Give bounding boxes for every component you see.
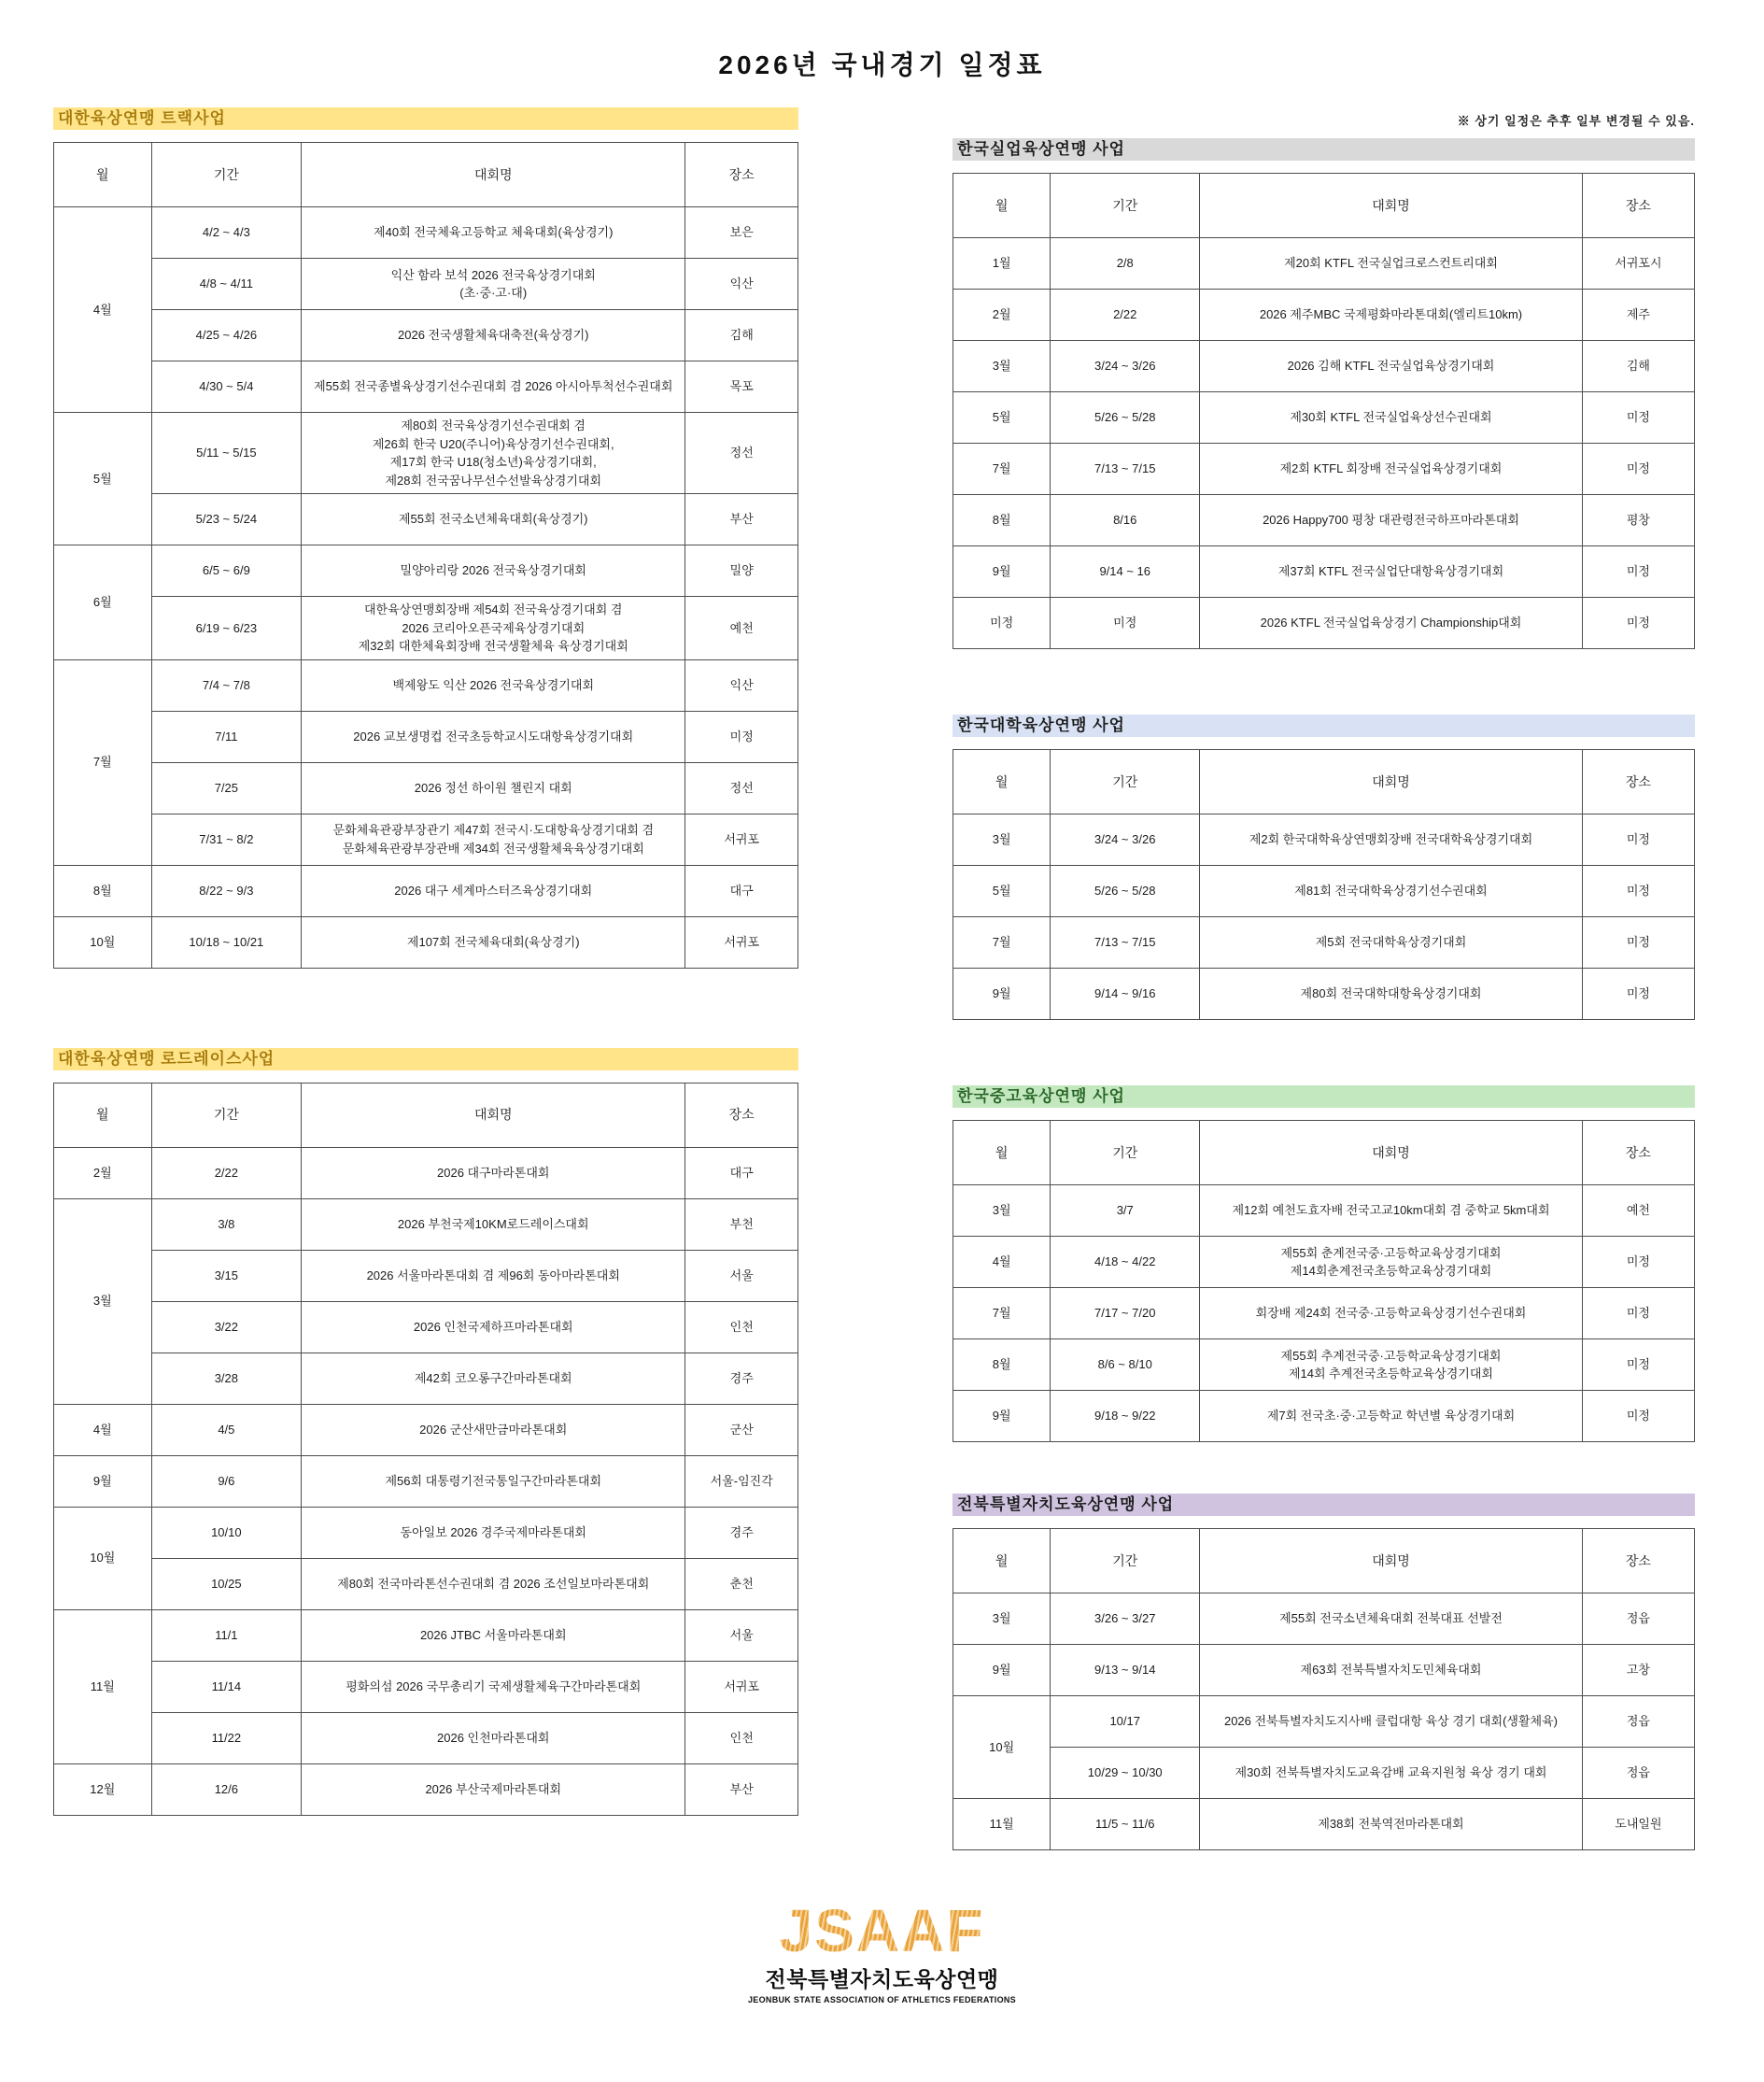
month-cell: 미정 (953, 598, 1051, 649)
event-row (953, 238, 1695, 290)
event-name-cell: 제30회 KTFL 전국실업육상선수권대회 (1200, 392, 1583, 444)
jsaaf-logo (724, 1897, 1041, 2004)
month-cell: 9월 (953, 1391, 1051, 1442)
column-header-venue: 장소 (685, 1083, 798, 1147)
month-cell: 3월 (953, 1593, 1051, 1645)
event-name-cell: 2026 대구 세계마스터즈육상경기대회 (302, 865, 685, 916)
month-cell: 9월 (953, 969, 1051, 1020)
month-cell: 1월 (953, 238, 1051, 290)
section-title-kaaf-road: 대한육상연맹 로드레이스사업 (53, 1048, 798, 1070)
event-name-cell: 제2회 KTFL 회장배 전국실업육상경기대회 (1200, 444, 1583, 495)
event-row (953, 1696, 1695, 1748)
period-cell: 3/22 (151, 1301, 301, 1353)
event-row (953, 444, 1695, 495)
venue-cell: 정읍 (1582, 1593, 1694, 1645)
event-name-cell: 제5회 전국대학육상경기대회 (1200, 917, 1583, 969)
venue-cell: 미정 (1582, 1391, 1694, 1442)
period-cell: 3/26 ~ 3/27 (1051, 1593, 1200, 1645)
event-row (54, 207, 798, 259)
event-name-cell: 2026 전북특별자치도지사배 클럽대항 육상 경기 대회(생활체육) (1200, 1696, 1583, 1748)
month-cell: 9월 (953, 546, 1051, 598)
column-header-month: 월 (953, 750, 1051, 814)
event-name-cell: 제56회 대통령기전국통일구간마라톤대회 (302, 1455, 685, 1507)
period-cell: 4/2 ~ 4/3 (151, 207, 301, 259)
event-row (54, 259, 798, 310)
period-cell: 11/22 (151, 1712, 301, 1763)
right-column (953, 138, 1695, 1850)
venue-cell: 미정 (1582, 1288, 1694, 1339)
event-row (953, 1799, 1695, 1850)
period-cell: 7/13 ~ 7/15 (1051, 917, 1200, 969)
period-cell: 7/17 ~ 7/20 (1051, 1288, 1200, 1339)
event-name-cell: 제37회 KTFL 전국실업단대항육상경기대회 (1200, 546, 1583, 598)
event-row (54, 1558, 798, 1609)
column-header-venue: 장소 (1582, 1121, 1694, 1185)
schedule-table-kosaa (953, 1120, 1695, 1442)
period-cell: 10/17 (1051, 1696, 1200, 1748)
month-cell: 11월 (953, 1799, 1051, 1850)
event-row (953, 1339, 1695, 1391)
month-cell: 4월 (953, 1237, 1051, 1288)
venue-cell: 부산 (685, 1763, 798, 1815)
venue-cell: 김해 (685, 310, 798, 361)
event-name-cell: 제7회 전국초·중·고등학교 학년별 육상경기대회 (1200, 1391, 1583, 1442)
period-cell: 4/18 ~ 4/22 (1051, 1237, 1200, 1288)
period-cell: 3/8 (151, 1198, 301, 1250)
event-row (54, 1147, 798, 1198)
venue-cell: 경주 (685, 1507, 798, 1558)
period-cell: 3/7 (1051, 1185, 1200, 1237)
period-cell: 9/6 (151, 1455, 301, 1507)
column-header-venue: 장소 (685, 143, 798, 207)
event-name-cell: 2026 Happy700 평창 대관령전국하프마라톤대회 (1200, 495, 1583, 546)
event-row (54, 865, 798, 916)
month-cell: 3월 (953, 341, 1051, 392)
event-name-cell: 2026 KTFL 전국실업육상경기 Championship대회 (1200, 598, 1583, 649)
period-cell: 11/14 (151, 1661, 301, 1712)
period-cell: 10/10 (151, 1507, 301, 1558)
venue-cell: 경주 (685, 1353, 798, 1404)
venue-cell: 보은 (685, 207, 798, 259)
period-cell: 5/26 ~ 5/28 (1051, 866, 1200, 917)
period-cell: 7/11 (151, 711, 301, 762)
event-name-cell: 2026 인천국제하프마라톤대회 (302, 1301, 685, 1353)
event-row (54, 1455, 798, 1507)
venue-cell: 춘천 (685, 1558, 798, 1609)
month-cell: 9월 (54, 1455, 152, 1507)
period-cell: 7/31 ~ 8/2 (151, 814, 301, 865)
event-name-cell: 2026 정선 하이원 챌린지 대회 (302, 762, 685, 814)
column-header-name: 대회명 (1200, 174, 1583, 238)
venue-cell: 예천 (685, 597, 798, 660)
month-cell: 8월 (953, 495, 1051, 546)
period-cell: 미정 (1051, 598, 1200, 649)
column-header-name: 대회명 (1200, 1529, 1583, 1593)
event-row (54, 361, 798, 413)
column-header-name: 대회명 (302, 143, 685, 207)
event-row (54, 916, 798, 968)
month-cell: 11월 (54, 1609, 152, 1763)
venue-cell: 익산 (685, 659, 798, 711)
event-row (953, 598, 1695, 649)
month-cell: 12월 (54, 1763, 152, 1815)
venue-cell: 미정 (1582, 392, 1694, 444)
left-column (53, 107, 798, 1816)
event-row (953, 1645, 1695, 1696)
period-cell: 4/8 ~ 4/11 (151, 259, 301, 310)
period-cell: 6/5 ~ 6/9 (151, 545, 301, 597)
month-cell: 5월 (953, 392, 1051, 444)
event-row (953, 1748, 1695, 1799)
header-row (953, 1529, 1695, 1593)
period-cell: 9/14 ~ 9/16 (1051, 969, 1200, 1020)
venue-cell: 미정 (1582, 1339, 1694, 1391)
venue-cell: 익산 (685, 259, 798, 310)
event-row (54, 1198, 798, 1250)
section-title-kusf: 한국대학육상연맹 사업 (953, 715, 1695, 737)
column-header-period: 기간 (1051, 1529, 1200, 1593)
event-name-cell: 2026 대구마라톤대회 (302, 1147, 685, 1198)
venue-cell: 미정 (1582, 814, 1694, 866)
event-name-cell: 2026 JTBC 서울마라톤대회 (302, 1609, 685, 1661)
venue-cell: 도내일원 (1582, 1799, 1694, 1850)
period-cell: 4/5 (151, 1404, 301, 1455)
event-row (54, 1763, 798, 1815)
venue-cell: 제주 (1582, 290, 1694, 341)
venue-cell: 미정 (1582, 866, 1694, 917)
column-header-venue: 장소 (1582, 750, 1694, 814)
event-row (953, 1288, 1695, 1339)
column-header-month: 월 (953, 1529, 1051, 1593)
month-cell: 7월 (953, 444, 1051, 495)
month-cell: 2월 (54, 1147, 152, 1198)
section-title-ktfl: 한국실업육상연맹 사업 (953, 138, 1695, 161)
period-cell: 10/18 ~ 10/21 (151, 916, 301, 968)
jsaaf-logo-acronym: JSAAF (724, 1901, 1041, 1961)
section-kusf (953, 715, 1695, 1020)
period-cell: 11/1 (151, 1609, 301, 1661)
schedule-table-ktfl (953, 173, 1695, 649)
venue-cell: 인천 (685, 1301, 798, 1353)
month-cell: 10월 (953, 1696, 1051, 1799)
section-jsaaf (953, 1494, 1695, 1850)
event-row (54, 814, 798, 865)
venue-cell: 서귀포시 (1582, 238, 1694, 290)
event-name-cell: 제40회 전국체육고등학교 체육대회(육상경기) (302, 207, 685, 259)
event-name-cell: 제55회 전국소년체육대회 전북대표 선발전 (1200, 1593, 1583, 1645)
month-cell: 3월 (953, 1185, 1051, 1237)
venue-cell: 정선 (685, 413, 798, 494)
event-row (54, 310, 798, 361)
column-header-period: 기간 (151, 1083, 301, 1147)
venue-cell: 김해 (1582, 341, 1694, 392)
period-cell: 11/5 ~ 11/6 (1051, 1799, 1200, 1850)
period-cell: 2/22 (1051, 290, 1200, 341)
header-row (953, 750, 1695, 814)
event-name-cell: 제42회 코오롱구간마라톤대회 (302, 1353, 685, 1404)
event-row (953, 546, 1695, 598)
month-cell: 7월 (953, 917, 1051, 969)
event-name-cell: 2026 인천마라톤대회 (302, 1712, 685, 1763)
venue-cell: 서울 (685, 1609, 798, 1661)
event-name-cell: 2026 전국생활체육대축전(육상경기) (302, 310, 685, 361)
event-name-cell: 제55회 전국종별육상경기선수권대회 겸 2026 아시아투척선수권대회 (302, 361, 685, 413)
schedule-table-kusf (953, 749, 1695, 1020)
event-name-cell: 2026 서울마라톤대회 겸 제96회 동아마라톤대회 (302, 1250, 685, 1301)
month-cell: 3월 (54, 1198, 152, 1404)
column-header-name: 대회명 (1200, 750, 1583, 814)
event-name-cell: 문화체육관광부장관기 제47회 전국시·도대항육상경기대회 겸 문화체육관광부장관배 제34회 전국생활체육육상경기대회 (302, 814, 685, 865)
event-row (953, 1391, 1695, 1442)
venue-cell: 서귀포 (685, 814, 798, 865)
venue-cell: 목포 (685, 361, 798, 413)
period-cell: 9/13 ~ 9/14 (1051, 1645, 1200, 1696)
event-row (54, 597, 798, 660)
event-name-cell: 2026 군산새만금마라톤대회 (302, 1404, 685, 1455)
header-row (54, 143, 798, 207)
event-name-cell: 제12회 예천도효자배 전국고교10km대회 겸 중학교 5km대회 (1200, 1185, 1583, 1237)
section-title-kaaf-track: 대한육상연맹 트랙사업 (53, 107, 798, 130)
period-cell: 9/18 ~ 9/22 (1051, 1391, 1200, 1442)
month-cell: 6월 (54, 545, 152, 660)
month-cell: 4월 (54, 1404, 152, 1455)
month-cell: 7월 (953, 1288, 1051, 1339)
event-row (54, 1301, 798, 1353)
venue-cell: 고창 (1582, 1645, 1694, 1696)
column-header-period: 기간 (1051, 750, 1200, 814)
venue-cell: 미정 (1582, 546, 1694, 598)
section-kaaf-track (53, 107, 798, 969)
event-name-cell: 제107회 전국체육대회(육상경기) (302, 916, 685, 968)
period-cell: 5/11 ~ 5/15 (151, 413, 301, 494)
period-cell: 5/23 ~ 5/24 (151, 494, 301, 545)
venue-cell: 미정 (1582, 1237, 1694, 1288)
event-row (54, 1712, 798, 1763)
venue-cell: 미정 (685, 711, 798, 762)
period-cell: 9/14 ~ 16 (1051, 546, 1200, 598)
period-cell: 4/30 ~ 5/4 (151, 361, 301, 413)
period-cell: 3/24 ~ 3/26 (1051, 341, 1200, 392)
column-header-month: 월 (54, 143, 152, 207)
event-name-cell: 제20회 KTFL 전국실업크로스컨트리대회 (1200, 238, 1583, 290)
venue-cell: 미정 (1582, 917, 1694, 969)
venue-cell: 서귀포 (685, 916, 798, 968)
event-name-cell: 제80회 전국대학대항육상경기대회 (1200, 969, 1583, 1020)
event-row (953, 495, 1695, 546)
period-cell: 3/24 ~ 3/26 (1051, 814, 1200, 866)
venue-cell: 서울-임진각 (685, 1455, 798, 1507)
column-header-period: 기간 (1051, 174, 1200, 238)
period-cell: 7/4 ~ 7/8 (151, 659, 301, 711)
venue-cell: 평창 (1582, 495, 1694, 546)
event-name-cell: 2026 부산국제마라톤대회 (302, 1763, 685, 1815)
period-cell: 2/22 (151, 1147, 301, 1198)
event-name-cell: 동아일보 2026 경주국제마라톤대회 (302, 1507, 685, 1558)
schedule-table-kaaf-road (53, 1083, 798, 1816)
event-name-cell: 백제왕도 익산 2026 전국육상경기대회 (302, 659, 685, 711)
section-title-jsaaf: 전북특별자치도육상연맹 사업 (953, 1494, 1695, 1516)
event-row (953, 1237, 1695, 1288)
period-cell: 2/8 (1051, 238, 1200, 290)
period-cell: 3/15 (151, 1250, 301, 1301)
event-row (54, 711, 798, 762)
event-row (54, 1353, 798, 1404)
month-cell: 9월 (953, 1645, 1051, 1696)
column-header-month: 월 (54, 1083, 152, 1147)
event-name-cell: 제80회 전국마라톤선수권대회 겸 2026 조선일보마라톤대회 (302, 1558, 685, 1609)
period-cell: 5/26 ~ 5/28 (1051, 392, 1200, 444)
jsaaf-logo-korean-name: 전북특별자치도육상연맹 (765, 1967, 999, 1991)
venue-cell: 정선 (685, 762, 798, 814)
event-row (54, 762, 798, 814)
jsaaf-logo-english-name: JEONBUK STATE ASSOCIATION OF ATHLETICS FEDERATIONS (747, 1995, 1016, 2004)
event-row (54, 1661, 798, 1712)
venue-cell: 정읍 (1582, 1696, 1694, 1748)
column-header-name: 대회명 (302, 1083, 685, 1147)
month-cell: 10월 (54, 916, 152, 968)
venue-cell: 미정 (1582, 598, 1694, 649)
event-name-cell: 제38회 전북역전마라톤대회 (1200, 1799, 1583, 1850)
column-header-month: 월 (953, 1121, 1051, 1185)
event-row (54, 1250, 798, 1301)
venue-cell: 군산 (685, 1404, 798, 1455)
period-cell: 10/25 (151, 1558, 301, 1609)
event-row (54, 1609, 798, 1661)
period-cell: 7/25 (151, 762, 301, 814)
period-cell: 7/13 ~ 7/15 (1051, 444, 1200, 495)
header-row (953, 1121, 1695, 1185)
venue-cell: 미정 (1582, 444, 1694, 495)
event-name-cell: 회장배 제24회 전국중·고등학교육상경기선수권대회 (1200, 1288, 1583, 1339)
period-cell: 3/28 (151, 1353, 301, 1404)
event-row (953, 392, 1695, 444)
event-name-cell: 2026 제주MBC 국제평화마라톤대회(엘리트10km) (1200, 290, 1583, 341)
header-row (54, 1083, 798, 1147)
venue-cell: 대구 (685, 865, 798, 916)
event-name-cell: 2026 교보생명컵 전국초등학교시도대항육상경기대회 (302, 711, 685, 762)
section-ktfl (953, 138, 1695, 649)
event-row (54, 1404, 798, 1455)
event-row (953, 814, 1695, 866)
venue-cell: 서울 (685, 1250, 798, 1301)
schedule-change-note: ※ 상기 일정은 추후 일부 변경될 수 있음. (1457, 114, 1695, 128)
event-name-cell: 제63회 전북특별자치도민체육대회 (1200, 1645, 1583, 1696)
period-cell: 10/29 ~ 10/30 (1051, 1748, 1200, 1799)
event-row (54, 413, 798, 494)
venue-cell: 대구 (685, 1147, 798, 1198)
section-kosaa (953, 1085, 1695, 1442)
column-header-venue: 장소 (1582, 1529, 1694, 1593)
month-cell: 4월 (54, 207, 152, 413)
period-cell: 12/6 (151, 1763, 301, 1815)
event-row (54, 659, 798, 711)
event-name-cell: 제2회 한국대학육상연맹회장배 전국대학육상경기대회 (1200, 814, 1583, 866)
event-row (54, 494, 798, 545)
month-cell: 8월 (54, 865, 152, 916)
event-name-cell: 제55회 춘계전국중·고등학교육상경기대회 제14회춘계전국초등학교육상경기대회 (1200, 1237, 1583, 1288)
column-header-period: 기간 (151, 143, 301, 207)
section-kaaf-road (53, 1048, 798, 1816)
period-cell: 4/25 ~ 4/26 (151, 310, 301, 361)
venue-cell: 밀양 (685, 545, 798, 597)
venue-cell: 정읍 (1582, 1748, 1694, 1799)
event-name-cell: 제55회 전국소년체육대회(육상경기) (302, 494, 685, 545)
column-header-venue: 장소 (1582, 174, 1694, 238)
venue-cell: 예천 (1582, 1185, 1694, 1237)
venue-cell: 서귀포 (685, 1661, 798, 1712)
month-cell: 3월 (953, 814, 1051, 866)
venue-cell: 미정 (1582, 969, 1694, 1020)
month-cell: 7월 (54, 659, 152, 865)
schedule-table-kaaf-track (53, 142, 798, 969)
event-row (953, 290, 1695, 341)
event-name-cell: 밀양아리랑 2026 전국육상경기대회 (302, 545, 685, 597)
period-cell: 8/16 (1051, 495, 1200, 546)
column-header-period: 기간 (1051, 1121, 1200, 1185)
period-cell: 8/6 ~ 8/10 (1051, 1339, 1200, 1391)
month-cell: 10월 (54, 1507, 152, 1609)
event-name-cell: 제81회 전국대학육상경기선수권대회 (1200, 866, 1583, 917)
event-name-cell: 평화의섬 2026 국무총리기 국제생활체육구간마라톤대회 (302, 1661, 685, 1712)
page-title: 2026년 국내경기 일정표 (718, 50, 1046, 79)
column-header-month: 월 (953, 174, 1051, 238)
event-name-cell: 2026 부천국제10KM로드레이스대회 (302, 1198, 685, 1250)
section-title-kosaa: 한국중고육상연맹 사업 (953, 1085, 1695, 1108)
event-row (953, 969, 1695, 1020)
event-name-cell: 대한육상연맹회장배 제54회 전국육상경기대회 겸 2026 코리아오픈국제육상경기대회 제32회 대한체육회장배 전국생활체육 육상경기대회 (302, 597, 685, 660)
event-name-cell: 제80회 전국육상경기선수권대회 겸 제26회 한국 U20(주니어)육상경기선수권대회, 제17회 한국 U18(청소년)육상경기대회, 제28회 전국꿈나무선수선발육상경기대회 (302, 413, 685, 494)
venue-cell: 인천 (685, 1712, 798, 1763)
schedule-table-jsaaf (953, 1528, 1695, 1850)
event-name-cell: 제30회 전북특별자치도교육감배 교육지원청 육상 경기 대회 (1200, 1748, 1583, 1799)
period-cell: 6/19 ~ 6/23 (151, 597, 301, 660)
event-row (953, 1593, 1695, 1645)
period-cell: 8/22 ~ 9/3 (151, 865, 301, 916)
month-cell: 5월 (953, 866, 1051, 917)
event-row (953, 341, 1695, 392)
header-row (953, 174, 1695, 238)
event-name-cell: 익산 함라 보석 2026 전국육상경기대회 (초·중·고·대) (302, 259, 685, 310)
column-header-name: 대회명 (1200, 1121, 1583, 1185)
event-row (953, 866, 1695, 917)
event-row (953, 1185, 1695, 1237)
event-name-cell: 제55회 추계전국중·고등학교육상경기대회 제14회 추계전국초등학교육상경기대회 (1200, 1339, 1583, 1391)
event-row (953, 917, 1695, 969)
venue-cell: 부산 (685, 494, 798, 545)
month-cell: 2월 (953, 290, 1051, 341)
month-cell: 8월 (953, 1339, 1051, 1391)
event-name-cell: 2026 김해 KTFL 전국실업육상경기대회 (1200, 341, 1583, 392)
month-cell: 5월 (54, 413, 152, 545)
event-row (54, 1507, 798, 1558)
venue-cell: 부천 (685, 1198, 798, 1250)
event-row (54, 545, 798, 597)
